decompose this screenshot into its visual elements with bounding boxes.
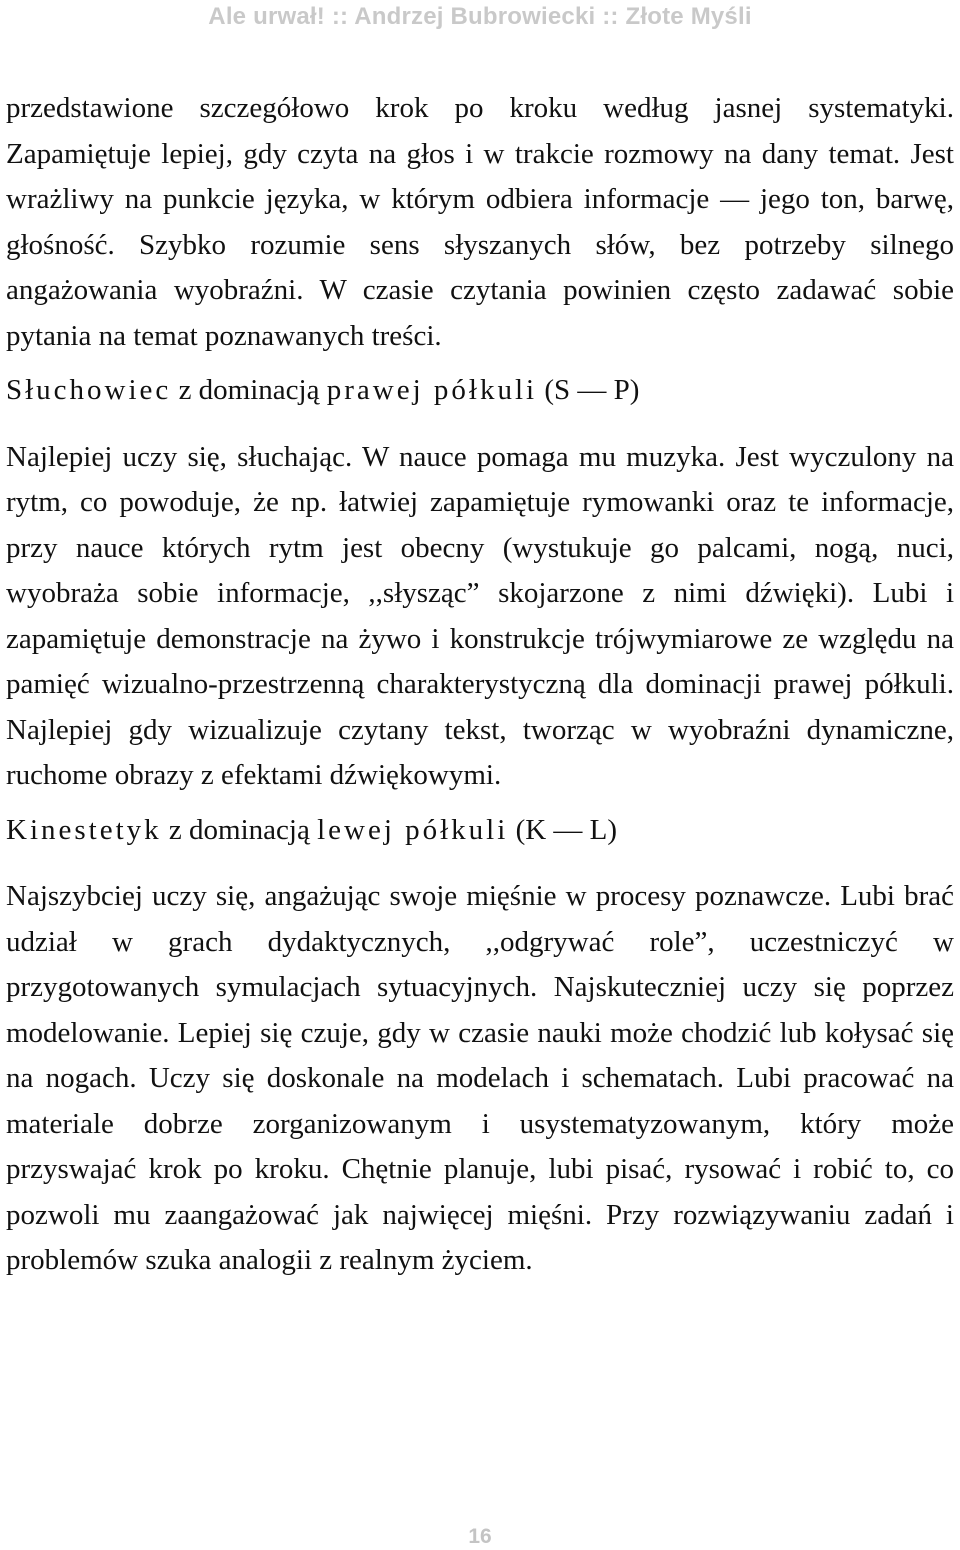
heading-code: (S — P) bbox=[537, 374, 640, 406]
heading-side-word: lewej półkuli bbox=[317, 813, 509, 846]
heading-type-word: Słuchowiec bbox=[6, 374, 172, 406]
paragraph-kinesthetic-left: Najszybciej uczy się, angażując swoje mięśnie w procesy poznawcze. Lubi brać udział w grach dydaktycznych, ,,odgrywać role”, uczestniczyć w przygotowanych symulacjach sytuacyjnych. Najskuteczniej uczy się poprzez modelowanie. Lepiej się czuje, gdy w czasie nauki może chodzić lub kołysać się na nogach. Uczy się doskonale na modelach i schematach. Lubi pracować na materiale dobrze zorganizowanym i usystematyzowanym, który może przyswajać krok po kroku. Chętnie planuje, lubi pisać, rysować i robić to, co pozwoli mu zaangażować jak najwięcej mięśni. Przy rozwiązywaniu zadań i problemów szuka analogii z realnym życiem. bbox=[6, 880, 954, 1276]
heading-kinesthetic-left-hemisphere bbox=[6, 808, 954, 854]
heading-middle-text: z dominacją bbox=[171, 374, 327, 406]
paragraph-intro: przedstawione szczegółowo krok po kroku według jasnej systematyki. Zapamiętuje lepiej, gdy czyta na głos i w trakcie rozmowy na dany temat. Jest wrażliwy na punkcie języka, w którym odbiera informacje — jego ton, barwę, głośność. Szybko rozumie sens słyszanych słów, bez potrzeby silnego angażowania wyobraźni. W czasie czytania powinien często zadawać sobie pytania na temat poznawanych treści. bbox=[6, 92, 954, 352]
running-header: Ale urwał! :: Andrzej Bubrowiecki :: Złote Myśli bbox=[208, 3, 752, 30]
page-body bbox=[6, 86, 954, 1284]
heading-auditory-right-hemisphere bbox=[6, 368, 954, 414]
heading-side-word: prawej półkuli bbox=[326, 374, 538, 406]
paragraph-auditory-right: Najlepiej uczy się, słuchając. W nauce pomaga mu muzyka. Jest wyczulony na rytm, co powoduje, że np. łatwiej zapamiętuje rymowanki oraz te informacje, przy nauce których rytm jest obecny (wystukuje go palcami, nogą, nuci, wyobraża sobie informacje, ,,słysząc” skojarzone z nimi dźwięki). Lubi i zapamiętuje demonstracje na żywo i konstrukcje trójwymiarowe ze względu na pamięć wizualno-przestrzenną charakterystyczną dla dominacji prawej półkuli. Najlepiej gdy wizualizuje czytany tekst, tworząc w wyobraźni dynamiczne, ruchome obrazy z efektami dźwiękowymi. bbox=[6, 440, 954, 791]
spacer bbox=[6, 359, 954, 368]
page-number: 16 bbox=[468, 1525, 492, 1548]
spacer bbox=[6, 853, 954, 874]
heading-code: (K — L) bbox=[508, 813, 618, 846]
spacer bbox=[6, 799, 954, 808]
heading-type-word: Kinestetyk bbox=[6, 813, 162, 846]
heading-middle-text: z dominacją bbox=[161, 813, 318, 846]
spacer bbox=[6, 414, 954, 435]
